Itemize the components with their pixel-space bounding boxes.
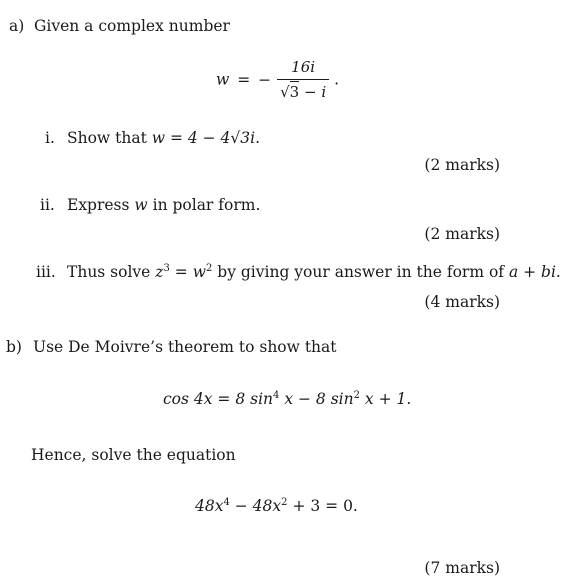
item-iii-z: z — [155, 263, 164, 281]
fraction-numerator: 16i — [277, 58, 329, 80]
equation-term-2: − 48x — [229, 497, 282, 515]
item-iii-form: a + bi — [508, 263, 556, 281]
item-iii-w-exp: 2 — [205, 263, 213, 274]
item-ii-text-before: Express — [67, 196, 135, 214]
item-i-math: w = 4 − 4√3i. — [151, 129, 261, 147]
part-a-equation — [216, 58, 339, 101]
item-i-text-before: Show that — [67, 129, 152, 147]
equation-exp-2: 2 — [281, 497, 288, 508]
part-b-identity — [163, 390, 411, 408]
part-b-label: b) — [6, 338, 22, 356]
identity-exp-2: 2 — [353, 390, 360, 401]
part-b-marks: (7 marks) — [424, 559, 500, 577]
identity-lhs: cos 4x = 8 sin — [163, 390, 274, 408]
equation-term-3: + 3 = 0. — [287, 497, 358, 515]
item-iii-end: . — [555, 263, 561, 281]
denominator-i: i — [321, 83, 327, 101]
part-b-equation — [195, 497, 358, 515]
equation-fraction — [277, 58, 329, 101]
item-iii-marks: (4 marks) — [424, 293, 500, 311]
sqrt-symbol: √ — [280, 83, 290, 101]
item-iii-text — [67, 263, 561, 281]
part-a-label: a) — [9, 17, 25, 35]
item-ii-text-after: in polar form. — [147, 196, 261, 214]
denominator-minus: − — [299, 83, 322, 101]
item-i-marks: (2 marks) — [424, 156, 500, 174]
equation-term-1: 48x — [195, 497, 224, 515]
part-b-hence: Hence, solve the equation — [31, 446, 236, 464]
item-ii-text — [67, 196, 260, 214]
item-iii-text-after: by giving your answer in the form of — [212, 263, 509, 281]
item-iii-text-before: Thus solve — [67, 263, 156, 281]
item-iii-label: iii. — [36, 263, 56, 281]
equation-period: . — [334, 70, 339, 89]
item-iii-eq: = — [169, 263, 193, 281]
equation-sign: − — [258, 70, 272, 89]
identity-mid: x − 8 sin — [279, 390, 354, 408]
item-ii-var: w — [134, 196, 148, 214]
item-iii-w: w — [192, 263, 206, 281]
part-b-intro: Use De Moivre’s theorem to show that — [33, 338, 337, 356]
equation-exp-1: 4 — [223, 497, 230, 508]
item-ii-marks: (2 marks) — [424, 225, 500, 243]
part-a-intro: Given a complex number — [34, 17, 230, 35]
fraction-denominator — [277, 80, 329, 101]
item-iii-z-exp: 3 — [163, 263, 170, 274]
identity-rhs: x + 1. — [359, 390, 412, 408]
identity-exp-1: 4 — [273, 390, 280, 401]
equation-lhs: w — [216, 70, 230, 89]
item-ii-label: ii. — [40, 196, 55, 214]
item-i-label: i. — [45, 129, 55, 147]
equation-equals: = — [237, 70, 251, 89]
item-i-text — [67, 129, 260, 147]
sqrt-argument: 3 — [289, 83, 300, 101]
